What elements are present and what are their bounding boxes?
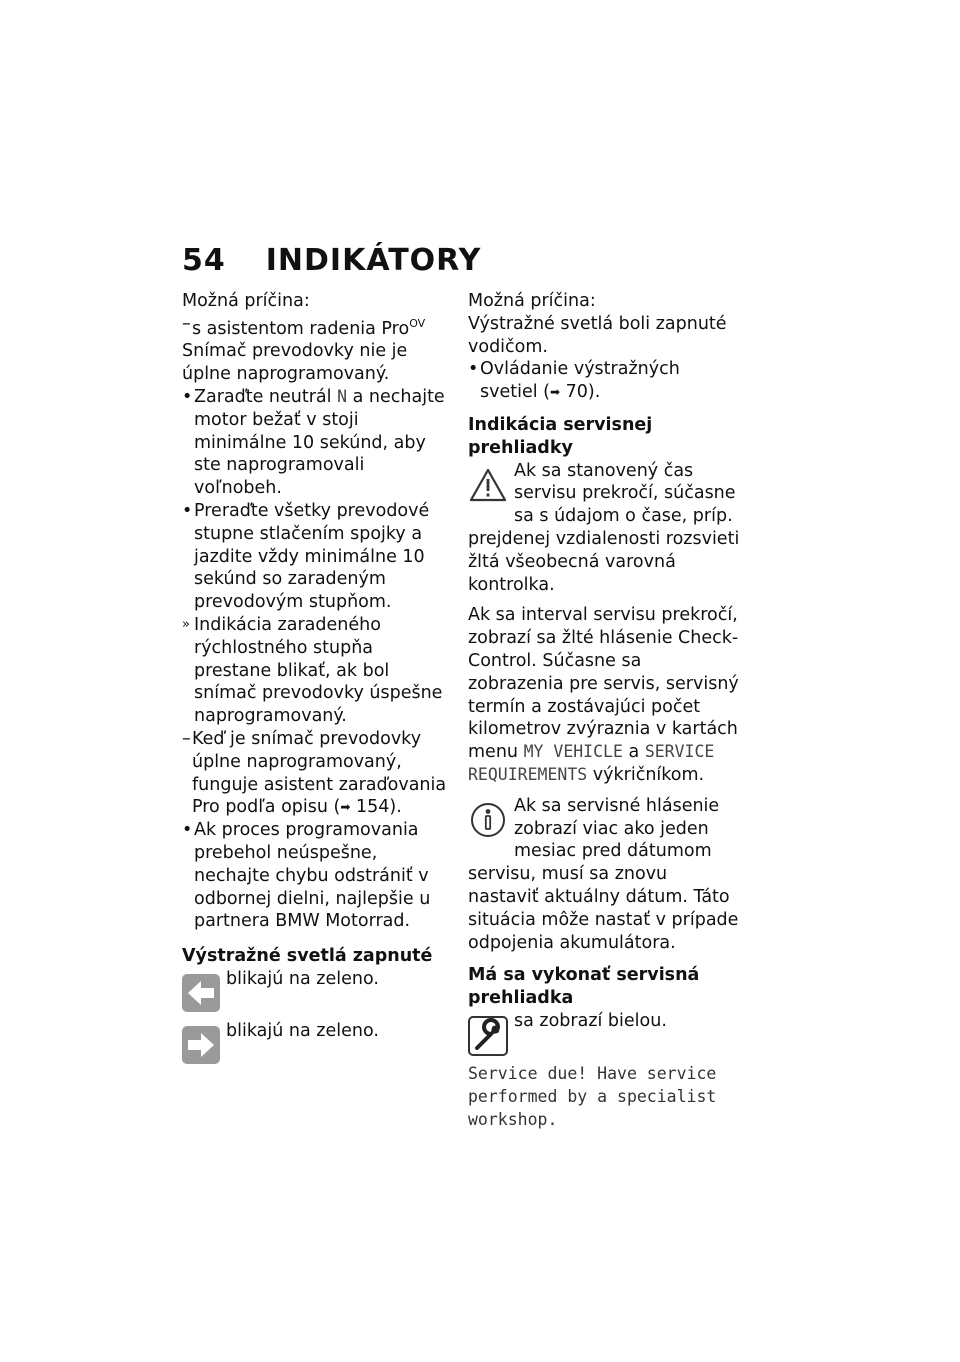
page-reference[interactable]: 70 <box>565 382 588 403</box>
display-message: Service due! Have service performed by a specialist workshop. <box>468 1063 717 1129</box>
right-column <box>468 290 740 1131</box>
page-reference[interactable]: 154 <box>356 797 390 818</box>
service-paragraph: Ak sa interval servisu prekročí, zobrazí sa žlté hlásenie Check-Control. Súčasne sa zobrazenia pre servis, servisný termín a zostávajúci počet kilometrov zvýraznia v kartách menu MY VEHICLE a SERVICE REQUIREMENTS výkričníkom. <box>468 605 739 785</box>
list-item: • Ovládanie výstražných svetiel (➡ 70). <box>468 359 680 403</box>
cause-label: Možná príčina: <box>468 291 596 311</box>
left-column <box>182 290 452 1066</box>
page-title: INDIKÁTORY <box>265 243 482 278</box>
page-header <box>182 243 481 278</box>
service-warning-block: Ak sa stanovený čas servisu prekročí, súčasne sa s údajom o čase, príp. prejdenej vzdialenosti rozsvieti žltá všeobecná varovná kontrolka. <box>468 460 740 595</box>
cause-text: Snímač prevodovky nie je úplne naprogramovaný. <box>182 341 408 385</box>
result-item: » Indikácia zaradeného rýchlostného stupňa prestane blikať, ak bol snímač prevodovky úspešne naprogramovaný. <box>182 614 443 727</box>
page-reference-arrow-icon: ➡ <box>340 800 351 815</box>
wrench-icon <box>468 1014 508 1056</box>
left-arrow-row: blikajú na zeleno. <box>182 968 452 1014</box>
menu-name: MY VEHICLE <box>523 742 623 762</box>
cause-text: Výstražné svetlá boli zapnuté vodičom. <box>468 313 727 357</box>
list-item: • Preraďte všetky prevodové stupne stlačením spojky a jazdite vždy minimálne 10 sekúnd so zaradeným prevodovým stupňom. <box>182 501 430 613</box>
menu-name: SERVICE REQUIREMENTS <box>468 742 715 784</box>
wrench-row: sa zobrazí bielou. <box>468 1010 740 1033</box>
list-item: • Ak proces programovania prebehol neúspešne, nechajte chybu odstrániť v odbornej dielni, najlepšie u partnera BMW Motorrad. <box>182 820 431 932</box>
info-icon <box>468 799 508 841</box>
warning-triangle-icon <box>468 464 508 506</box>
cause-label: Možná príčina: <box>182 291 310 311</box>
list-item: – Keď je snímač prevodovky úplne naprogramovaný, funguje asistent zaraďovania Pro podľa opisu (➡ 154). <box>182 728 447 818</box>
right-turn-arrow-icon <box>182 1026 220 1064</box>
list-item: – s asistentom radenia Pro$^{OV}$ <box>182 313 426 339</box>
section-heading: Indikácia servisnej prehliadky <box>468 414 653 458</box>
list-item: • Zaraďte neutrál N a nechajte motor bežať v stoji minimálne 10 sekúnd, aby ste naprogramovali voľnobeh. <box>182 387 445 499</box>
page-reference-arrow-icon: ➡ <box>549 385 561 400</box>
section-heading: Má sa vykonať servisná prehliadka <box>468 965 700 1009</box>
right-arrow-row: blikajú na zeleno. <box>182 1020 452 1066</box>
gear-code: N <box>337 387 348 407</box>
info-block: Ak sa servisné hlásenie zobrazí viac ako jeden mesiac pred dátumom servisu, musí sa znovu nastaviť aktuálny dátum. Táto situácia môže nastať v prípade odpojenia akumulátora. <box>468 795 739 953</box>
option-code: OV <box>409 316 426 330</box>
section-heading: Výstražné svetlá zapnuté <box>182 946 433 967</box>
left-turn-arrow-icon <box>182 974 220 1012</box>
page-number: 54 <box>182 243 226 278</box>
